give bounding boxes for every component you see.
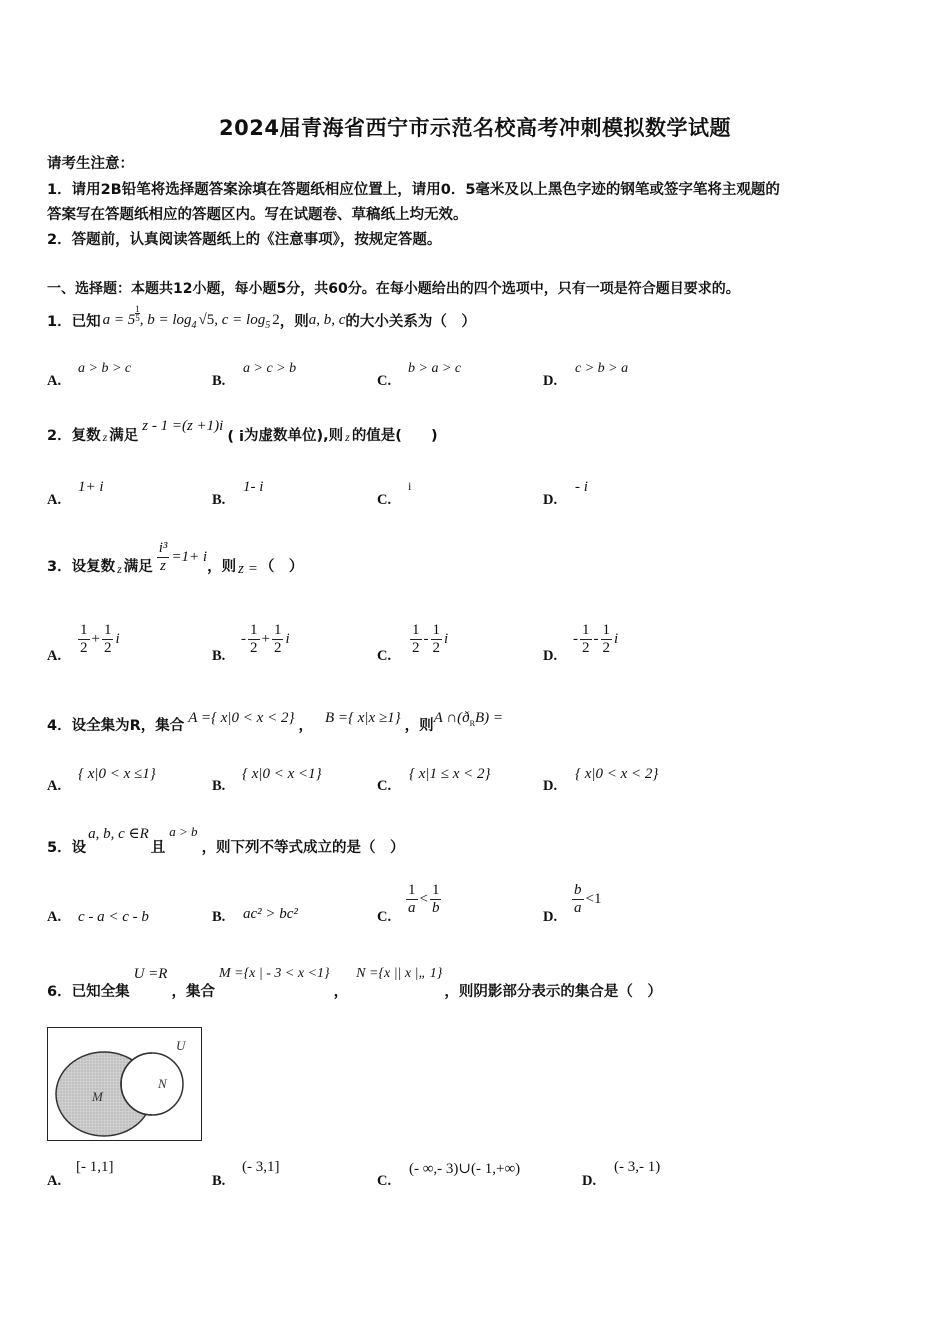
q2-z: z <box>102 430 108 444</box>
q1-option-b-label[interactable]: B. <box>212 373 226 389</box>
q5-option-a[interactable]: c - a < c - b <box>78 909 149 925</box>
q1-option-c-label[interactable]: C. <box>377 373 392 389</box>
q1-tail: 的大小关系为（ ） <box>345 314 476 330</box>
q6-option-d-label[interactable]: D. <box>582 1173 597 1189</box>
q1-option-d-label[interactable]: D. <box>543 373 558 389</box>
q6-universal-set: U =R <box>133 966 168 982</box>
q4-option-b-label[interactable]: B. <box>212 778 226 794</box>
q2-option-d-label[interactable]: D. <box>543 492 558 508</box>
notice-line-3: 2．答题前，认真阅读答题纸上的《注意事项》，按规定答题。 <box>47 232 442 248</box>
q3-satisfies: 满足 <box>123 559 153 576</box>
q1-vars: a, b, c <box>308 312 346 328</box>
q3-option-d[interactable]: - $\frac{1}{2}$ - $\frac{1}{2}$ i <box>573 622 619 657</box>
q4-option-a-label[interactable]: A. <box>47 778 62 794</box>
q2-option-c-label[interactable]: C. <box>377 492 392 508</box>
q5-option-a-label[interactable]: A. <box>47 909 62 925</box>
q4-option-b[interactable]: { x|0 < x <1} <box>242 766 322 782</box>
q1-option-a-label[interactable]: A. <box>47 373 62 389</box>
q1-option-a[interactable]: a > b > c <box>78 361 132 376</box>
venn-diagram <box>47 1027 202 1141</box>
q3-option-a[interactable]: $\frac{1}{2}$ + $\frac{1}{2}$ i <box>80 622 120 657</box>
q4-then: ，则 <box>404 718 434 734</box>
q3-z: z <box>117 562 122 577</box>
q4-number: 4．设全集为R，集合 <box>47 718 185 734</box>
q2-imag-unit: 为虚数单位),则 <box>244 428 344 444</box>
question-1 <box>47 303 476 331</box>
q5-option-d-label[interactable]: D. <box>543 909 558 925</box>
q5-number: 5．设 <box>47 840 87 856</box>
page-title: 2024届青海省西宁市示范名校高考冲刺模拟数学试题 <box>219 116 731 140</box>
q5-condition-1: a, b, c ∈R <box>88 826 149 842</box>
q6-tail: ，则阴影部分表示的集合是（ ） <box>444 984 662 1000</box>
question-2 <box>47 418 438 445</box>
venn-label-n: N <box>158 1076 167 1091</box>
q1-option-b[interactable]: a > c > b <box>243 361 297 376</box>
q3-option-b[interactable]: - $\frac{1}{2}$ + $\frac{1}{2}$ i <box>241 622 290 657</box>
q4-option-c-label[interactable]: C. <box>377 778 392 794</box>
q2-option-b[interactable]: 1- i <box>243 479 264 495</box>
q2-option-a[interactable]: 1+ i <box>78 479 104 495</box>
q6-number: 6．已知全集 <box>47 984 130 1000</box>
q2-option-b-label[interactable]: B. <box>212 492 226 508</box>
q5-condition-2: a > b <box>169 824 198 839</box>
q6-separator: ， <box>333 984 349 1000</box>
q3-tail: （ ） <box>259 559 304 576</box>
q5-option-c-label[interactable]: C. <box>377 909 392 925</box>
q3-rhs: =1+ i <box>171 549 208 566</box>
q1-option-c[interactable]: b > a > c <box>408 361 462 376</box>
q2-equation: z - 1 =(z +1)i <box>142 418 224 434</box>
q2-option-a-label[interactable]: A. <box>47 492 62 508</box>
question-5 <box>47 824 405 856</box>
notice-heading: 请考生注意： <box>47 156 134 172</box>
q6-set-label: ，集合 <box>171 984 215 1000</box>
q3-option-b-label[interactable]: B. <box>212 648 226 664</box>
venn-svg <box>48 1028 200 1139</box>
q4-option-d[interactable]: { x|0 < x < 2} <box>575 766 659 782</box>
q6-set-n: N ={x || x |„ 1} <box>356 966 443 981</box>
q5-option-b-label[interactable]: B. <box>212 909 226 925</box>
q5-option-b[interactable]: ac² > bc² <box>243 906 298 922</box>
notice-line-2: 答案写在答题纸相应的答题区内。写在试题卷、草稿纸上均无效。 <box>47 207 468 223</box>
venn-label-m: M <box>92 1089 103 1104</box>
q4-option-c[interactable]: { x|1 ≤ x < 2} <box>409 766 491 782</box>
q2-z-2: z <box>345 430 350 444</box>
q2-option-c[interactable]: i <box>408 479 412 493</box>
q3-number: 3．设复数 <box>47 559 116 576</box>
q4-separator: ， <box>298 718 313 734</box>
q4-expression: A $\cap(ð_RB)$ = <box>433 709 504 728</box>
q4-set-b: B ={ x|x ≥1} <box>324 710 401 726</box>
q6-option-a-label[interactable]: A. <box>47 1173 62 1189</box>
q3-option-a-label[interactable]: A. <box>47 648 62 664</box>
q3-option-c[interactable]: $\frac{1}{2}$ - $\frac{1}{2}$ i <box>412 622 449 657</box>
q5-option-c[interactable]: $\frac{1}{a}$ < $\frac{1}{b}$ <box>408 882 440 917</box>
q3-option-c-label[interactable]: C. <box>377 648 392 664</box>
q4-option-d-label[interactable]: D. <box>543 778 558 794</box>
q3-option-d-label[interactable]: D. <box>543 648 558 664</box>
q6-option-b[interactable]: (- 3,1] <box>242 1159 280 1175</box>
question-4 <box>47 708 504 734</box>
question-6 <box>47 966 662 1000</box>
q1-then: ，则 <box>279 314 309 330</box>
q4-set-a: A ={ x|0 < x < 2} <box>188 710 295 726</box>
q1-expression: a = 5 $^{\frac{1}{5}}$ , $b = \log_4 √5$, $c = \log_5 2$ <box>102 303 280 331</box>
venn-label-u: U <box>176 1038 186 1053</box>
q2-option-d[interactable]: - i <box>575 479 588 495</box>
notice-line-1: 1．请用2B铅笔将选择题答案涂填在答题纸相应位置上，请用0．5毫米及以上黑色字迹的钢笔或签字笔将主观题的 <box>47 182 780 198</box>
q5-and: 且 <box>150 840 166 856</box>
q6-option-c[interactable]: (- ∞,- 3)∪(- 1,+∞) <box>409 1161 521 1177</box>
q3-then: ，则 <box>207 559 237 576</box>
q6-option-d[interactable]: (- 3,- 1) <box>614 1159 661 1175</box>
q3-ask: z = <box>238 561 258 578</box>
q2-number: 2．复数 <box>47 428 101 444</box>
q5-tail: ，则下列不等式成立的是（ ） <box>201 840 405 856</box>
q4-option-a[interactable]: { x|0 < x ≤1} <box>78 766 156 782</box>
q1-option-d[interactable]: c > b > a <box>575 361 629 376</box>
q2-satisfies: 满足 <box>109 428 139 444</box>
q6-option-a[interactable]: [- 1,1] <box>76 1159 114 1175</box>
q2-paren-i: ( i <box>227 429 244 445</box>
q2-tail: 的值是( ) <box>351 428 438 444</box>
q6-set-m: M ={x | - 3 < x <1} <box>218 966 330 981</box>
q6-option-b-label[interactable]: B. <box>212 1173 226 1189</box>
q5-option-d[interactable]: $\frac{b}{a}$ <1 <box>574 882 602 917</box>
q6-option-c-label[interactable]: C. <box>377 1173 392 1189</box>
section-heading: 一、选择题：本题共12小题，每小题5分，共60分。在每小题给出的四个选项中，只有一项是符合题目要求的。 <box>47 281 740 297</box>
q3-fraction: $\frac{\text{i³}}{z}$ <box>158 540 168 575</box>
q1-number: 1．已知 <box>47 314 101 330</box>
question-3 <box>47 540 303 576</box>
